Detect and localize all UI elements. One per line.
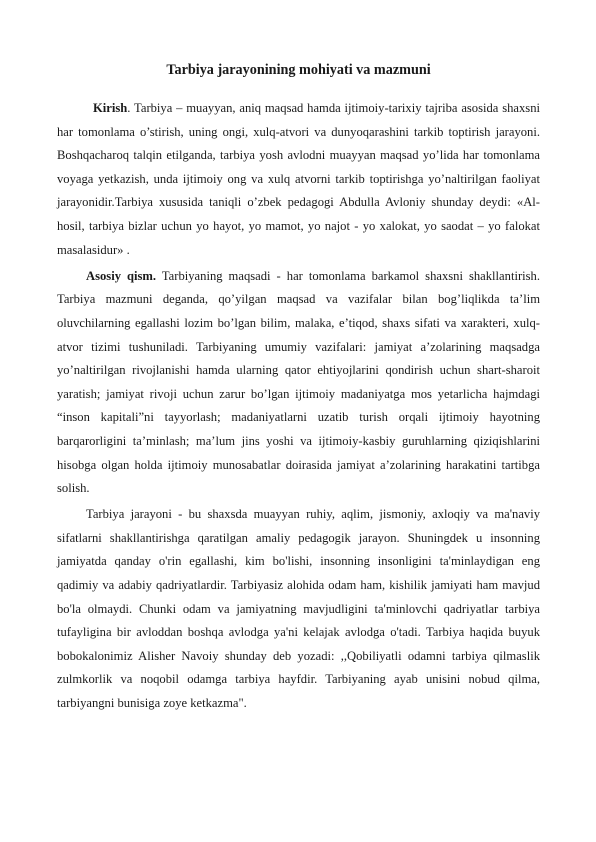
introduction-text: . Tarbiya – muayyan, aniq maqsad hamda ijtimoiy-tarixiy tajriba asosida shaxsni har tomonlama o’stirish, uning ongi, xulq-atvori va dunyoqarashini tarkib toptirish jarayoni. Boshqacharoq talqin etilganda, tarbiya yosh avlodni muayyan maqsad yo’lida har tomonlama voyaga yetkazish, unda ijtimoiy ong va xulq atvorni tarkib toptirishga yo’naltirilgan faoliyat jarayonidir.Tarbiya xususida taniqli o’zbek pedagogi Abdulla Avloniy shunday deydi: «Al-hosil, tarbiya bizlar uchun yo hayot, yo mamot, yo najot - yo xalokat, yo saodat – yo falokat masalasidur» . xyxy=(57,101,540,257)
paragraph-upbringing-process xyxy=(57,503,540,715)
paragraph-introduction xyxy=(57,97,540,262)
document-title: Tarbiya jarayonining mohiyati va mazmuni xyxy=(166,62,431,78)
paragraph-main-part xyxy=(57,265,540,501)
introduction-heading: Kirish xyxy=(93,101,128,115)
main-part-text: Tarbiyaning maqsadi - har tomonlama barkamol shaxsni shakllantirish. Tarbiya mazmuni deganda, qo’yilgan maqsad va vazifalar bilan bog’liqlikda ta’lim oluvchilarning egallashi lozim bo’lgan bilim, malaka, e’tiqod, shaxs sifati va xarakteri, xulq-atvor tizimi tushuniladi. Tarbiyaning umumiy vazifalari: jamiyat a’zolarining maqsadga yo’naltirilgan rivojlanishi hamda ularning qator ehtiyojlarini qondirish uchun shart-sharoit yaratish; jamiyat rivoji uchun zarur bo’lgan ijtimoiy madaniyatga mos yetarlicha hajmdagi “inson kapitali”ni tayyorlash; madaniyatlarni uzatib turish orqali ijtimoiy hayotning barqarorligini ta’minlash; ma’lum jins yoshi va ijtimoiy-kasbiy guruhlarning qiziqishlarini hisobga olgan holda ijtimoiy munosabatlar doirasida jamiyat a’zolarining harakatini tartibga solish. xyxy=(57,268,540,496)
document-page xyxy=(57,60,540,718)
main-part-heading: Asosiy qism. xyxy=(86,268,157,283)
upbringing-process-text: Tarbiya jarayoni - bu shaxsda muayyan ruhiy, aqlim, jismoniy, axloqiy va ma'naviy sifatlarni shakllantirishga qaratilgan amaliy pedagogik jarayon. Shuningdek u insonning jamiyatda qanday o'rin egallashi, kim bo'lishi, insonning insonligini ta'minlaydigan eng qadimiy va adabiy qadriyatlardir. Tarbiyasiz alohida odam ham, kishilik jamiyati ham mavjud bo'la olmaydi. Chunki odam va jamiyatning mavjudligini ta'minlovchi qadriyatlar tarbiya tufayligina bir avloddan boshqa avlodga ya'ni kelajak avlodga o'tadi. Tarbiya haqida buyuk bobokalonimiz Alisher Navoiy shunday deb yozadi: ,,Qobiliyatli odamni tarbiya qilmaslik zulmkorlik va noqobil odamga tarbiya hayfdir. Tarbiyaning ayab unisini nobud qilma, tarbiyangni bunisiga zoye ketkazma". xyxy=(57,507,540,711)
